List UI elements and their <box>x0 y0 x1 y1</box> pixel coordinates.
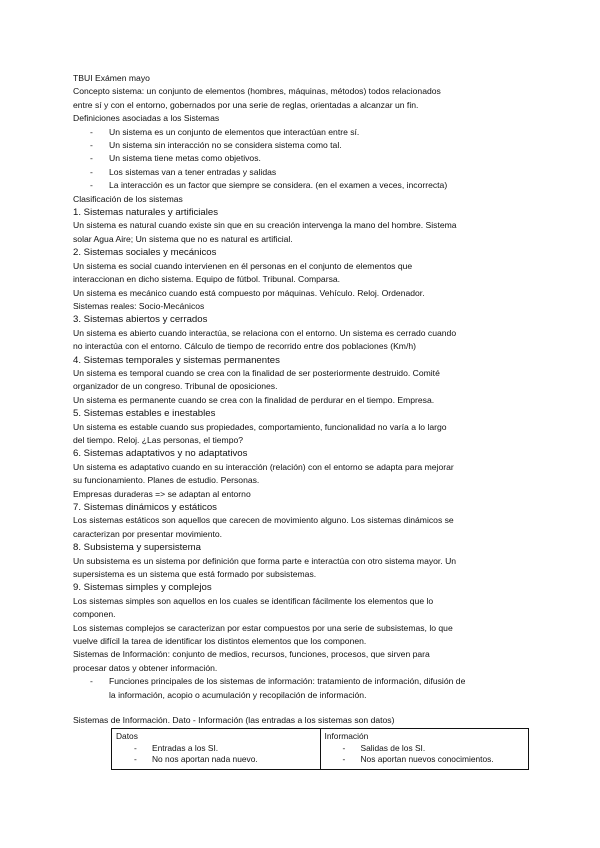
datos-item-text: Entradas a los SI. <box>152 742 219 753</box>
section-2-text: Sistemas reales: Socio-Mecánicos <box>73 300 205 311</box>
section-9-text: vuelve difícil la tarea de identificar los distintos elementos que los componen. <box>73 636 367 647</box>
section-title-1: 1. Sistemas naturales y artificiales <box>73 207 219 219</box>
section-3-text: no interactúa con el entorno. Cálculo de tiempo de recorrido entre dos poblaciones (Km/h) <box>73 341 416 352</box>
datos-header: Datos <box>116 731 138 741</box>
bullet-dash: - <box>90 153 93 164</box>
section-title-2: 2. Sistemas sociales y mecánicos <box>73 247 217 259</box>
classification-title: Clasificación de los sistemas <box>73 193 183 204</box>
datos-cell <box>112 729 321 770</box>
definition-text: Un sistema es un conjunto de elementos que interactúan entre sí. <box>109 126 360 137</box>
definition-item <box>73 126 533 139</box>
bullet-dash: - <box>90 180 93 191</box>
definition-item <box>73 152 533 165</box>
section-8-text: supersistema es un sistema que está formado por subsistemas. <box>73 569 317 580</box>
informacion-item-text: Salidas de los SI. <box>360 742 426 753</box>
bullet-dash: - <box>90 126 93 137</box>
bullet-dash: - <box>90 140 93 151</box>
bullet-dash: - <box>342 754 346 765</box>
datos-item <box>116 754 316 766</box>
section-9-text: Los sistemas complejos se caracterizan por estar compuestos por una serie de subsistemas, lo que <box>73 622 453 633</box>
section-9-text: procesar datos y obtener información. <box>73 662 218 673</box>
datos-item <box>116 743 316 755</box>
definition-text: Los sistemas van a tener entradas y salidas <box>109 166 277 177</box>
section-title-8: 8. Subsistema y supersistema <box>73 542 201 554</box>
section-3-text: Un sistema es abierto cuando interactúa, se relaciona con el entorno. Un sistema es cerrado cuando <box>73 327 457 338</box>
informacion-header: Información <box>324 731 369 741</box>
section-5-text: del tiempo. Reloj. ¿Las personas, el tiempo? <box>73 434 244 445</box>
section-7-text: Los sistemas estáticos son aquellos que carecen de movimiento alguno. Los sistemas dinámicos se <box>73 515 454 526</box>
definition-text: La interacción es un factor que siempre se considera. (en el examen a veces, incorrecta) <box>109 180 448 191</box>
informacion-item-text: Nos aportan nuevos conocimientos. <box>360 754 494 765</box>
informacion-item <box>325 754 525 766</box>
section-6-text: Empresas duraderas => se adaptan al entorno <box>73 488 251 499</box>
section-2-text: Un sistema es mecánico cuando está compuesto por máquinas. Vehículo. Reloj. Ordenador. <box>73 287 425 298</box>
concept-line-2: entre sí y con el entorno, gobernados por una serie de reglas, orientadas a alcanzar un fin. <box>73 99 419 110</box>
document-header: TBUI Exámen mayo <box>73 73 150 83</box>
si-functions-text: Funciones principales de los sistemas de información: tratamiento de información, difusión de <box>109 676 466 687</box>
section-7-text: caracterizan por presentar movimiento. <box>73 528 223 539</box>
informacion-cell <box>320 729 529 770</box>
bullet-dash: - <box>90 676 93 687</box>
section-4-text: organizador de un congreso. Tribunal de oposiciones. <box>73 381 278 392</box>
section-9-text: componen. <box>73 609 116 620</box>
section-4-text: Un sistema es temporal cuando se crea con la finalidad de ser posteriormente destruido. Comité <box>73 367 440 378</box>
si-functions-text: la información, acopio o acumulación y recopilación de información. <box>109 689 367 700</box>
section-2-text: Un sistema es social cuando intervienen en él personas en el conjunto de elementos que <box>73 260 413 271</box>
section-title-4: 4. Sistemas temporales y sistemas permanentes <box>73 354 280 366</box>
definition-text: Un sistema tiene metas como objetivos. <box>109 153 261 164</box>
definition-item <box>73 166 533 179</box>
definition-item <box>73 139 533 152</box>
concept-line-1: Concepto sistema: un conjunto de elementos (hombres, máquinas, métodos) todos relacionados <box>73 86 441 97</box>
bullet-dash: - <box>90 166 93 177</box>
definition-text: Un sistema sin interacción no se considera sistema como tal. <box>109 140 342 151</box>
data-information-table <box>111 728 529 770</box>
section-title-3: 3. Sistemas abiertos y cerrados <box>73 314 208 326</box>
section-5-text: Un sistema es estable cuando sus propiedades, comportamiento, funcionalidad no varía a lo largo <box>73 421 447 432</box>
section-title-7: 7. Sistemas dinámicos y estáticos <box>73 502 217 513</box>
section-title-9: 9. Sistemas simples y complejos <box>73 582 212 594</box>
section-8-text: Un subsistema es un sistema por definición que forma parte e interactúa con otro sistema mayor. Un <box>73 555 457 566</box>
section-1-text: solar Agua Aire; Un sistema que no es natural es artificial. <box>73 233 293 244</box>
informacion-item <box>325 743 525 755</box>
bullet-dash: - <box>134 742 137 753</box>
section-title-6: 6. Sistemas adaptativos y no adaptativos <box>73 448 248 460</box>
si-functions-item <box>73 675 533 702</box>
section-1-text: Un sistema es natural cuando existe sin que en su creación intervenga la mano del hombre. Sistema <box>73 220 457 231</box>
definitions-title: Definiciones asociadas a los Sistemas <box>73 113 220 124</box>
section-9-text: Los sistemas simples son aquellos en los cuales se identifican fácilmente los elementos que lo <box>73 595 434 606</box>
section-title-5: 5. Sistemas estables e inestables <box>73 408 216 420</box>
datos-item-text: No nos aportan nada nuevo. <box>152 754 258 765</box>
section-6-text: su funcionamiento. Planes de estudio. Personas. <box>73 475 260 486</box>
section-6-text: Un sistema es adaptativo cuando en su interacción (relación) con el entorno se adapta para mejorar <box>73 461 454 472</box>
section-2-text: interaccionan en dicho sistema. Equipo de fútbol. Tribunal. Comparsa. <box>73 274 341 285</box>
bullet-dash: - <box>342 742 346 753</box>
bullet-dash: - <box>134 754 137 765</box>
section-4-text: Un sistema es permanente cuando se crea con la finalidad de perdurar en el tiempo. Empresa. <box>73 394 435 405</box>
document-body <box>73 72 533 728</box>
section-9-text: Sistemas de Información: conjunto de medios, recursos, funciones, procesos, que sirven para <box>73 649 430 660</box>
definition-item <box>73 179 533 192</box>
si-heading: Sistemas de Información. Dato - Información (las entradas a los sistemas son datos) <box>73 715 395 726</box>
